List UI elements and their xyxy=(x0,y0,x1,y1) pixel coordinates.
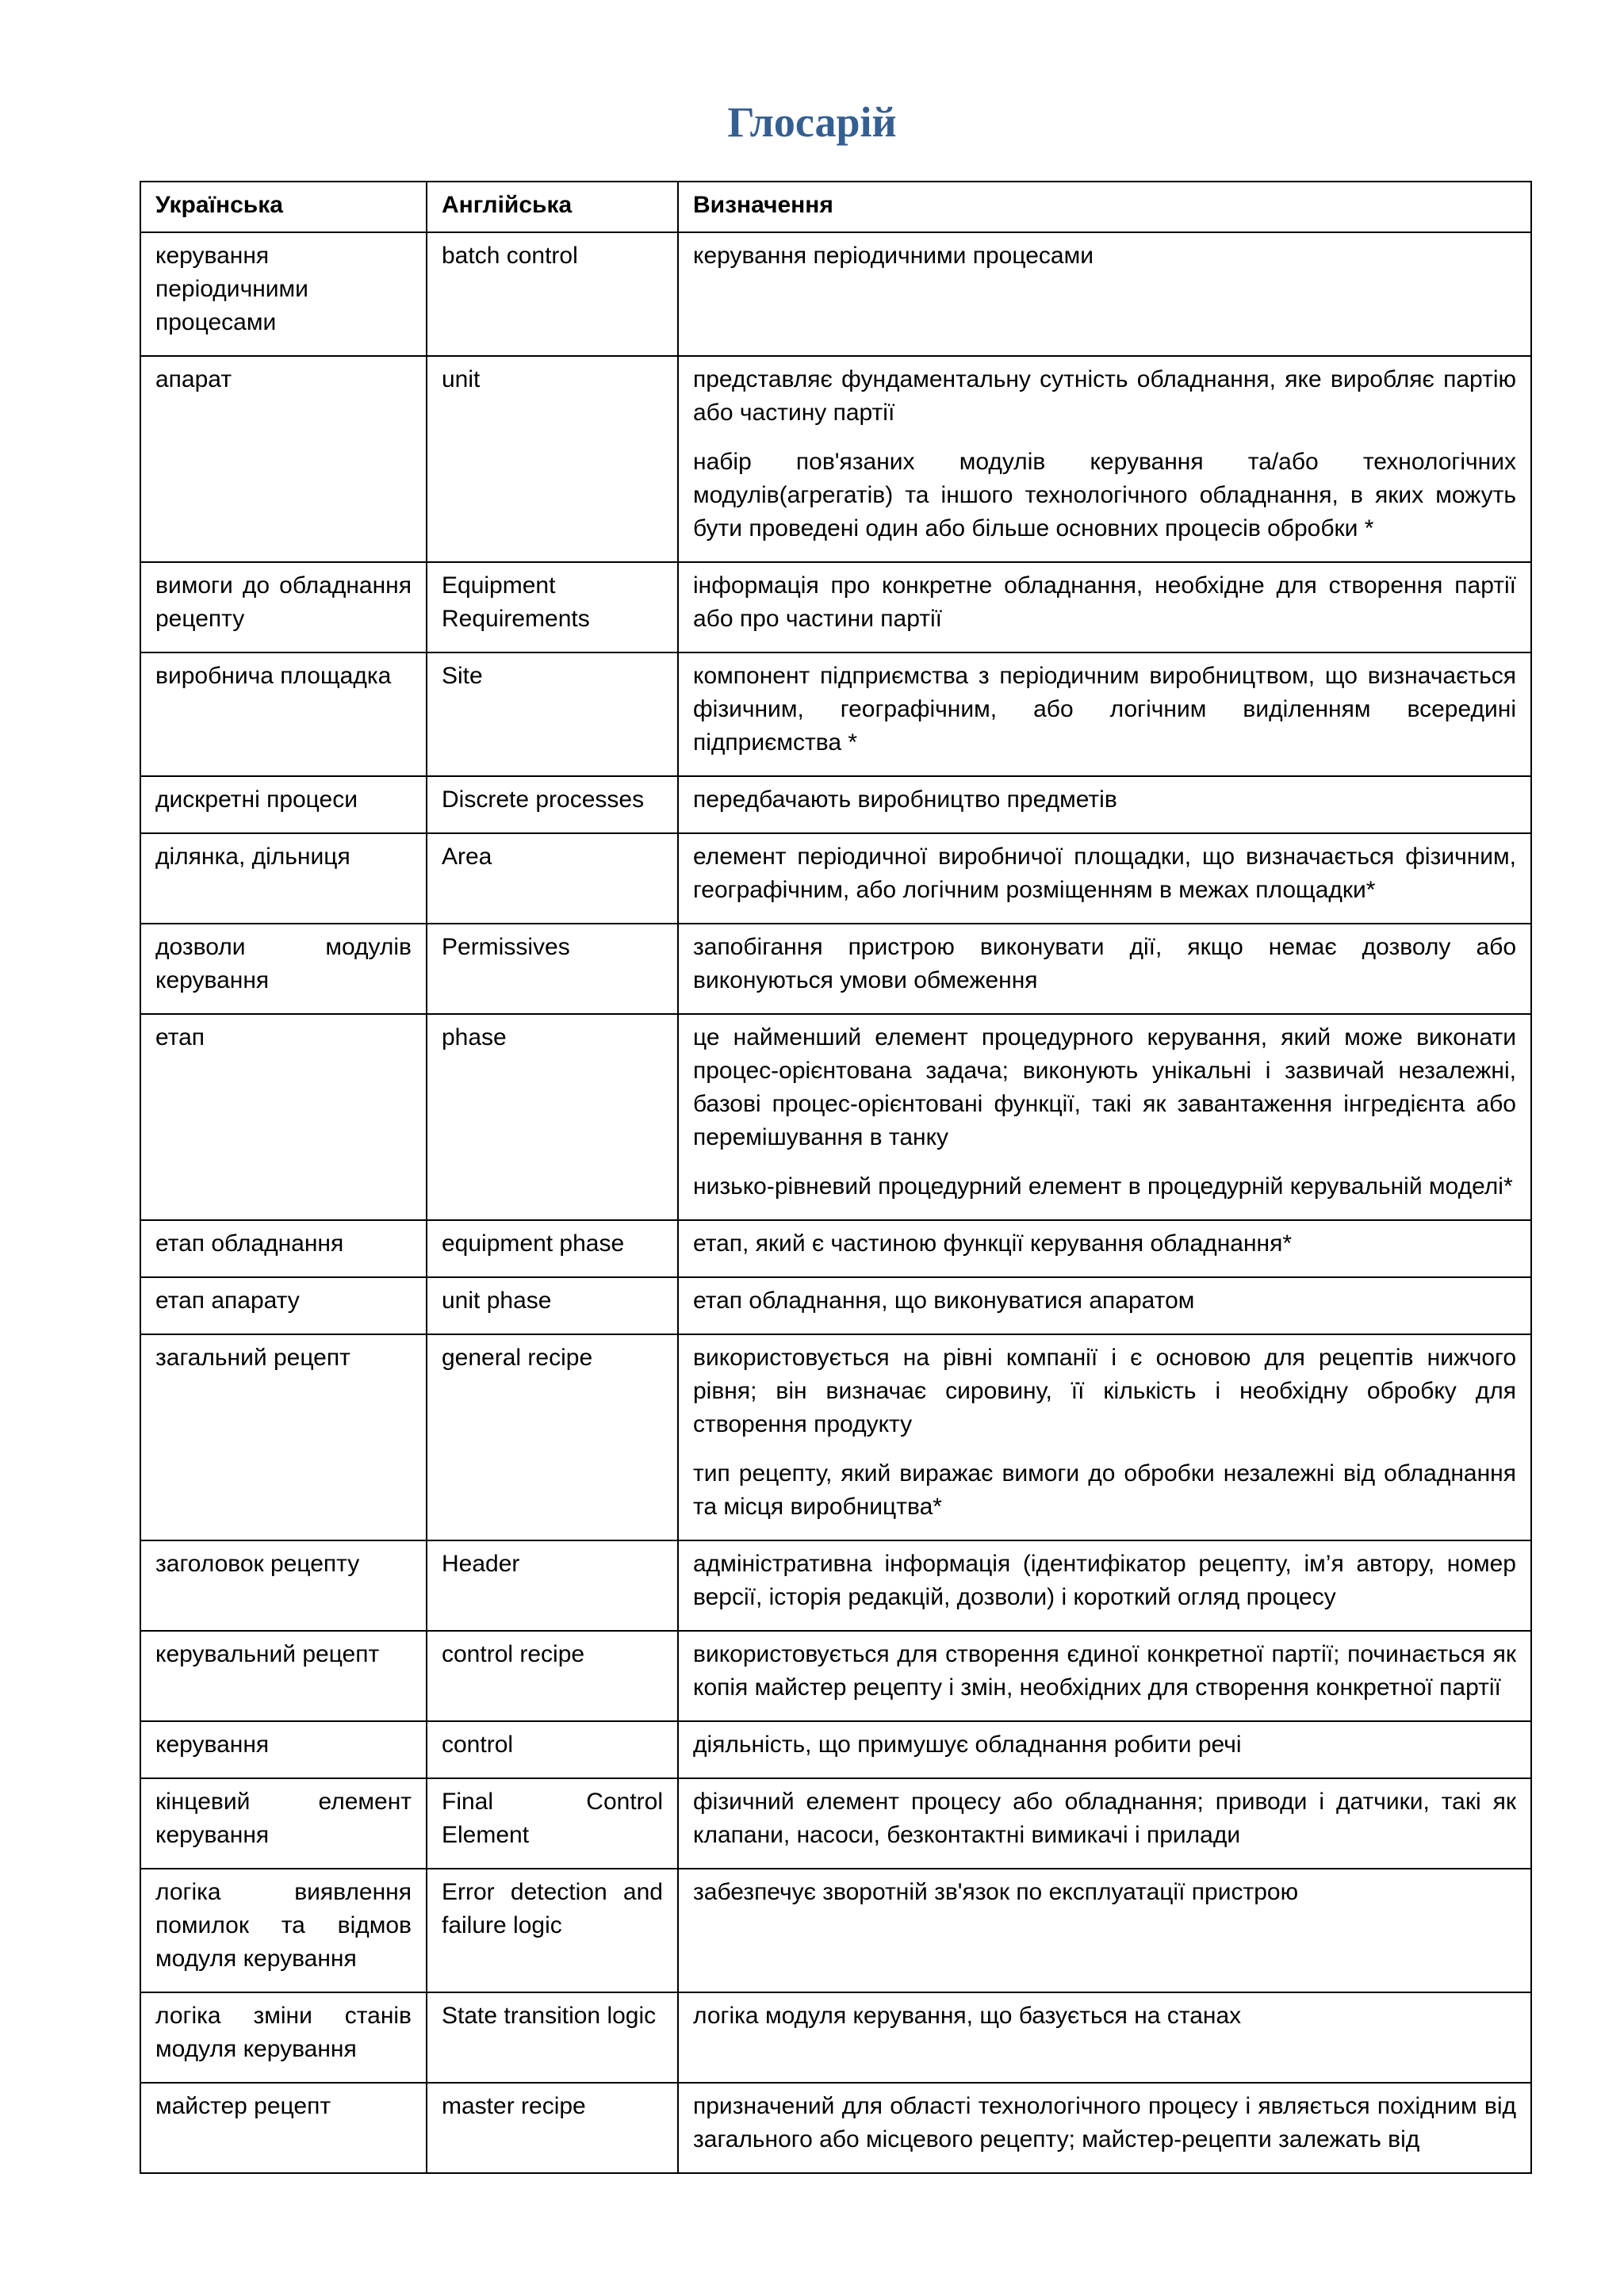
definition-paragraph: компонент підприємства з періодичним виробництвом, що визначається фізичним, географічним, або логічним виділенням всередині підприємства * xyxy=(693,663,1516,756)
term-definition xyxy=(678,924,1531,1014)
term-english xyxy=(427,924,678,1014)
term-english-text: Area xyxy=(442,844,492,870)
term-ukrainian-text: заголовок рецепту xyxy=(155,1551,360,1577)
term-ukrainian xyxy=(140,1540,427,1631)
term-english-text: Site xyxy=(442,663,483,689)
table-row xyxy=(140,1277,1531,1334)
table-row xyxy=(140,1334,1531,1540)
definition-paragraph: передбачають виробництво предметів xyxy=(693,786,1117,813)
term-definition xyxy=(678,652,1531,776)
term-definition xyxy=(678,356,1531,562)
term-definition xyxy=(678,1721,1531,1778)
term-definition xyxy=(678,562,1531,652)
term-english-text: Error detection and failure logic xyxy=(442,1879,663,1938)
term-definition xyxy=(678,1014,1531,1220)
definition-paragraph: адміністративна інформація (ідентифікатор рецепту, ім’я автору, номер версії, історія редакцій, дозволи) і короткий огляд процесу xyxy=(693,1551,1516,1610)
term-ukrainian-text: кінцевий елемент керування xyxy=(155,1789,412,1848)
term-ukrainian xyxy=(140,776,427,833)
term-ukrainian xyxy=(140,232,427,356)
term-english xyxy=(427,232,678,356)
term-ukrainian xyxy=(140,652,427,776)
term-english xyxy=(427,1334,678,1540)
table-header-row xyxy=(140,182,1531,232)
term-ukrainian-text: керування періодичними процесами xyxy=(155,243,308,335)
term-english-text: general recipe xyxy=(442,1345,593,1371)
header-ukrainian: Українська xyxy=(140,182,427,232)
term-ukrainian xyxy=(140,924,427,1014)
term-ukrainian xyxy=(140,1992,427,2083)
definition-paragraph: призначений для області технологічного процесу і являється похідним від загального або місцевого рецепту; майстер-рецепти залежать від xyxy=(693,2093,1516,2152)
definition-paragraph: етап обладнання, що виконуватися апаратом xyxy=(693,1288,1195,1314)
table-row xyxy=(140,1631,1531,1721)
term-ukrainian xyxy=(140,1721,427,1778)
term-ukrainian xyxy=(140,356,427,562)
table-row xyxy=(140,1721,1531,1778)
term-ukrainian-text: дозволи модулів керування xyxy=(155,934,412,993)
term-english-text: batch control xyxy=(442,243,578,269)
term-english-text: Permissives xyxy=(442,934,570,960)
definition-paragraph: представляє фундаментальну сутність обладнання, яке виробляє партію або частину партії xyxy=(693,366,1516,426)
term-ukrainian xyxy=(140,1014,427,1220)
term-english xyxy=(427,776,678,833)
table-row xyxy=(140,356,1531,562)
term-english xyxy=(427,1277,678,1334)
definition-paragraph: діяльність, що примушує обладнання робити речі xyxy=(693,1732,1242,1758)
definition-paragraph: тип рецепту, який виражає вимоги до обробки незалежні від обладнання та місця виробництва* xyxy=(693,1460,1516,1520)
table-row xyxy=(140,1540,1531,1631)
term-ukrainian-text: керувальний рецепт xyxy=(155,1641,380,1667)
term-english-text: control recipe xyxy=(442,1641,585,1667)
table-row xyxy=(140,1220,1531,1277)
term-english xyxy=(427,1631,678,1721)
term-english xyxy=(427,2083,678,2173)
header-english: Англійська xyxy=(427,182,678,232)
definition-paragraph: фізичний елемент процесу або обладнання; приводи і датчики, такі як клапани, насоси, безконтактні вимикачі і прилади xyxy=(693,1789,1516,1848)
definition-paragraph: керування періодичними процесами xyxy=(693,243,1094,269)
term-english xyxy=(427,1540,678,1631)
definition-paragraph: низько-рівневий процедурний елемент в процедурній керувальній моделі* xyxy=(693,1173,1513,1200)
table-row xyxy=(140,562,1531,652)
term-ukrainian-text: вимоги до обладнання рецепту xyxy=(155,572,412,632)
term-english xyxy=(427,1992,678,2083)
term-ukrainian-text: етап обладнання xyxy=(155,1230,344,1257)
term-definition xyxy=(678,2083,1531,2173)
term-english xyxy=(427,1220,678,1277)
table-row xyxy=(140,1869,1531,1992)
definition-paragraph: запобігання пристрою виконувати дії, якщо немає дозволу або виконуються умови обмеження xyxy=(693,934,1516,993)
term-ukrainian-text: ділянка, дільниця xyxy=(155,844,350,870)
term-ukrainian-text: майстер рецепт xyxy=(155,2093,331,2119)
term-english-text: phase xyxy=(442,1024,507,1050)
term-ukrainian xyxy=(140,2083,427,2173)
term-english xyxy=(427,1869,678,1992)
term-ukrainian xyxy=(140,1631,427,1721)
term-english xyxy=(427,1778,678,1869)
term-english xyxy=(427,356,678,562)
term-definition xyxy=(678,1992,1531,2083)
term-definition xyxy=(678,1334,1531,1540)
table-row xyxy=(140,2083,1531,2173)
term-english xyxy=(427,652,678,776)
header-definition: Визначення xyxy=(678,182,1531,232)
term-ukrainian xyxy=(140,833,427,924)
term-ukrainian-text: керування xyxy=(155,1732,270,1758)
term-english-text: equipment phase xyxy=(442,1230,625,1257)
term-english-text: Final Control Element xyxy=(442,1789,663,1848)
term-ukrainian-text: виробнича площадка xyxy=(155,663,392,689)
term-english xyxy=(427,833,678,924)
table-row xyxy=(140,652,1531,776)
term-ukrainian xyxy=(140,1334,427,1540)
glossary-body xyxy=(140,232,1531,2173)
term-ukrainian-text: етап апарату xyxy=(155,1288,300,1314)
table-row xyxy=(140,1992,1531,2083)
table-row xyxy=(140,1014,1531,1220)
term-english-text: Header xyxy=(442,1551,520,1577)
term-ukrainian-text: логіка зміни станів модуля керування xyxy=(155,2003,412,2062)
term-ukrainian-text: логіка виявлення помилок та відмов модуля керування xyxy=(155,1879,412,1972)
definition-paragraph: логіка модуля керування, що базується на станах xyxy=(693,2003,1242,2029)
term-definition xyxy=(678,776,1531,833)
table-row xyxy=(140,924,1531,1014)
term-definition xyxy=(678,1869,1531,1992)
term-english xyxy=(427,562,678,652)
term-ukrainian xyxy=(140,562,427,652)
definition-paragraph: етап, який є частиною функції керування обладнання* xyxy=(693,1230,1293,1257)
term-definition xyxy=(678,1277,1531,1334)
definition-paragraph: забезпечує зворотній зв'язок по експлуатації пристрою xyxy=(693,1879,1299,1905)
term-definition xyxy=(678,1631,1531,1721)
term-english-text: unit phase xyxy=(442,1288,552,1314)
term-ukrainian xyxy=(140,1220,427,1277)
term-ukrainian-text: етап xyxy=(155,1024,205,1050)
term-definition xyxy=(678,1220,1531,1277)
term-english-text: control xyxy=(442,1732,514,1758)
term-definition xyxy=(678,833,1531,924)
term-ukrainian-text: загальний рецепт xyxy=(155,1345,350,1371)
table-row xyxy=(140,833,1531,924)
definition-paragraph: використовується на рівні компанії і є основою для рецептів нижчого рівня; він визначає сировину, її кількість і необхідну обробку для створення продукту xyxy=(693,1345,1516,1437)
term-english-text: master recipe xyxy=(442,2093,586,2119)
table-row xyxy=(140,1778,1531,1869)
term-ukrainian-text: апарат xyxy=(155,366,232,392)
definition-paragraph: це найменший елемент процедурного керування, який може виконати процес-орієнтована задача; виконують унікальні і зазвичай незалежні, базові процес-орієнтовані функції, такі як завантаження інгредієнта або перемішування в танку xyxy=(693,1024,1516,1150)
table-row xyxy=(140,776,1531,833)
term-ukrainian-text: дискретні процеси xyxy=(155,786,358,813)
term-english-text: State transition logic xyxy=(442,2003,657,2029)
term-definition xyxy=(678,1540,1531,1631)
term-english-text: unit xyxy=(442,366,481,392)
term-english-text: Discrete processes xyxy=(442,786,645,813)
definition-paragraph: інформація про конкретне обладнання, необхідне для створення партії або про частини партії xyxy=(693,572,1516,632)
term-ukrainian xyxy=(140,1277,427,1334)
term-definition xyxy=(678,1778,1531,1869)
glossary-table xyxy=(140,181,1532,2174)
term-definition xyxy=(678,232,1531,356)
page-title: Глосарій xyxy=(727,98,897,146)
term-ukrainian xyxy=(140,1778,427,1869)
definition-paragraph: використовується для створення єдиної конкретної партії; починається як копія майстер рецепту і змін, необхідних для створення конкретної партії xyxy=(693,1641,1516,1701)
definition-paragraph: елемент періодичної виробничої площадки, що визначається фізичним, географічним, або логічним розміщенням в межах площадки* xyxy=(693,844,1516,903)
table-row xyxy=(140,232,1531,356)
definition-paragraph: набір пов'язаних модулів керування та/або технологічних модулів(агрегатів) та іншого технологічного обладнання, в яких можуть бути проведені один або більше основних процесів обробки * xyxy=(693,449,1516,541)
term-english xyxy=(427,1721,678,1778)
term-english-text: Equipment Requirements xyxy=(442,572,590,632)
term-english xyxy=(427,1014,678,1220)
term-ukrainian xyxy=(140,1869,427,1992)
